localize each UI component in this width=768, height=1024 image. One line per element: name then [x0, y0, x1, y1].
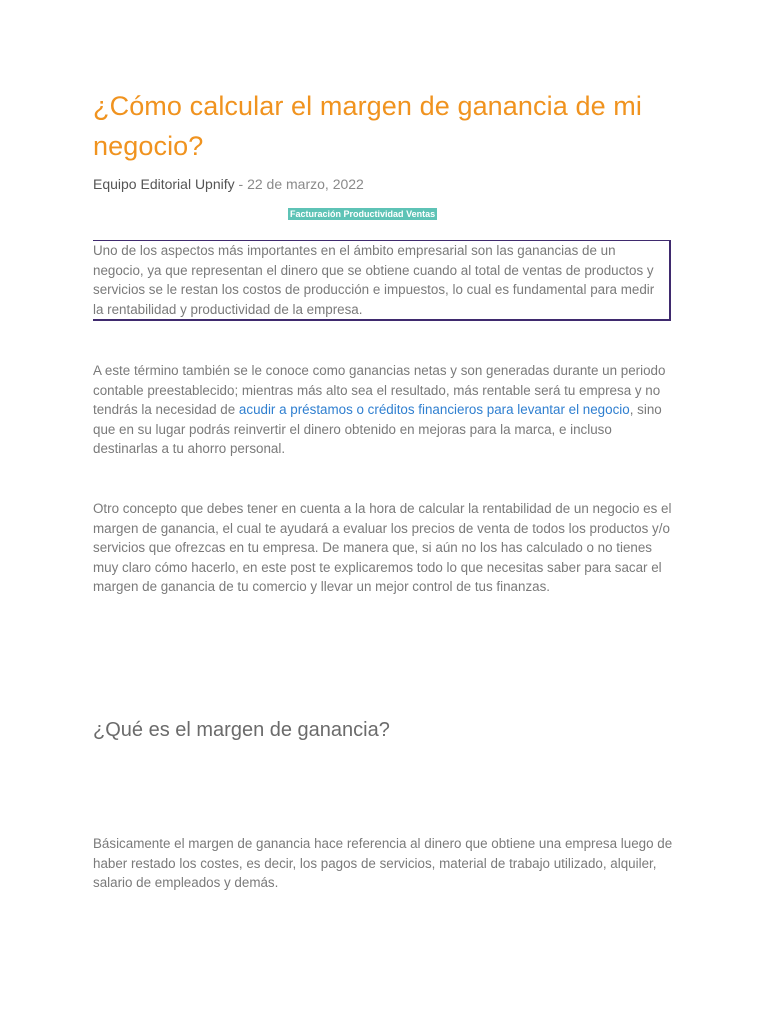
- paragraph-2: Otro concepto que debes tener en cuenta a la hora de calcular la rentabilidad de un negocio es el margen de ganancia, el cual te ayudará a evaluar los precios de venta de todos los productos y/o servicios que ofrezcas en tu empresa. De manera que, si aún no los has calculado o no tienes muy claro cómo hacerlo, en este post te explicaremos todo lo que necesitas saber para sacar el margen de ganancia de tu comercio y llevar un mejor control de tus finanzas.: [93, 501, 672, 594]
- article-title: ¿Cómo calcular el margen de ganancia de mi negocio?: [93, 91, 642, 161]
- tag-list: [288, 208, 437, 220]
- tag-ventas[interactable]: Ventas: [406, 209, 436, 219]
- tag-facturacion[interactable]: Facturación: [290, 209, 342, 219]
- paragraph-1-text-start: A este término también se le conoce como ganancias netas y son generadas durante un periodo contable preestablecido; mientras más alto sea el resultado, más rentable será tu empresa y no tendrás la necesidad de: [93, 363, 666, 417]
- paragraph-3: Básicamente el margen de ganancia hace referencia al dinero que obtiene una empresa luego de haber restado los costes, es decir, los pagos de servicios, material de trabajo utilizado, alquiler, salario de empleados y demás.: [93, 836, 673, 890]
- author-name[interactable]: Equipo Editorial Upnify: [93, 176, 235, 192]
- paragraph-1: [93, 361, 678, 459]
- byline: [93, 175, 364, 193]
- publish-date: 22 de marzo, 2022: [247, 176, 364, 192]
- loans-article-link[interactable]: acudir a préstamos o créditos financieros para levantar el negocio: [238, 402, 630, 417]
- tag-productividad[interactable]: Productividad: [343, 209, 404, 219]
- section-heading: ¿Qué es el margen de ganancia?: [93, 719, 390, 741]
- byline-separator: -: [234, 176, 248, 192]
- paragraph-1-text-end: , sino que en su lugar podrás reinvertir el dinero obtenido en mejoras para la marca, e incluso destinarlas a tu ahorro personal.: [93, 402, 662, 456]
- intro-callout: Uno de los aspectos más importantes en el ámbito empresarial son las ganancias de un negocio, ya que representan el dinero que se obtiene cuando al total de ventas de productos y servicios se le restan los costos de producción e impuestos, lo cual es fundamental para medir la rentabilidad y productividad de la empresa.: [93, 240, 671, 321]
